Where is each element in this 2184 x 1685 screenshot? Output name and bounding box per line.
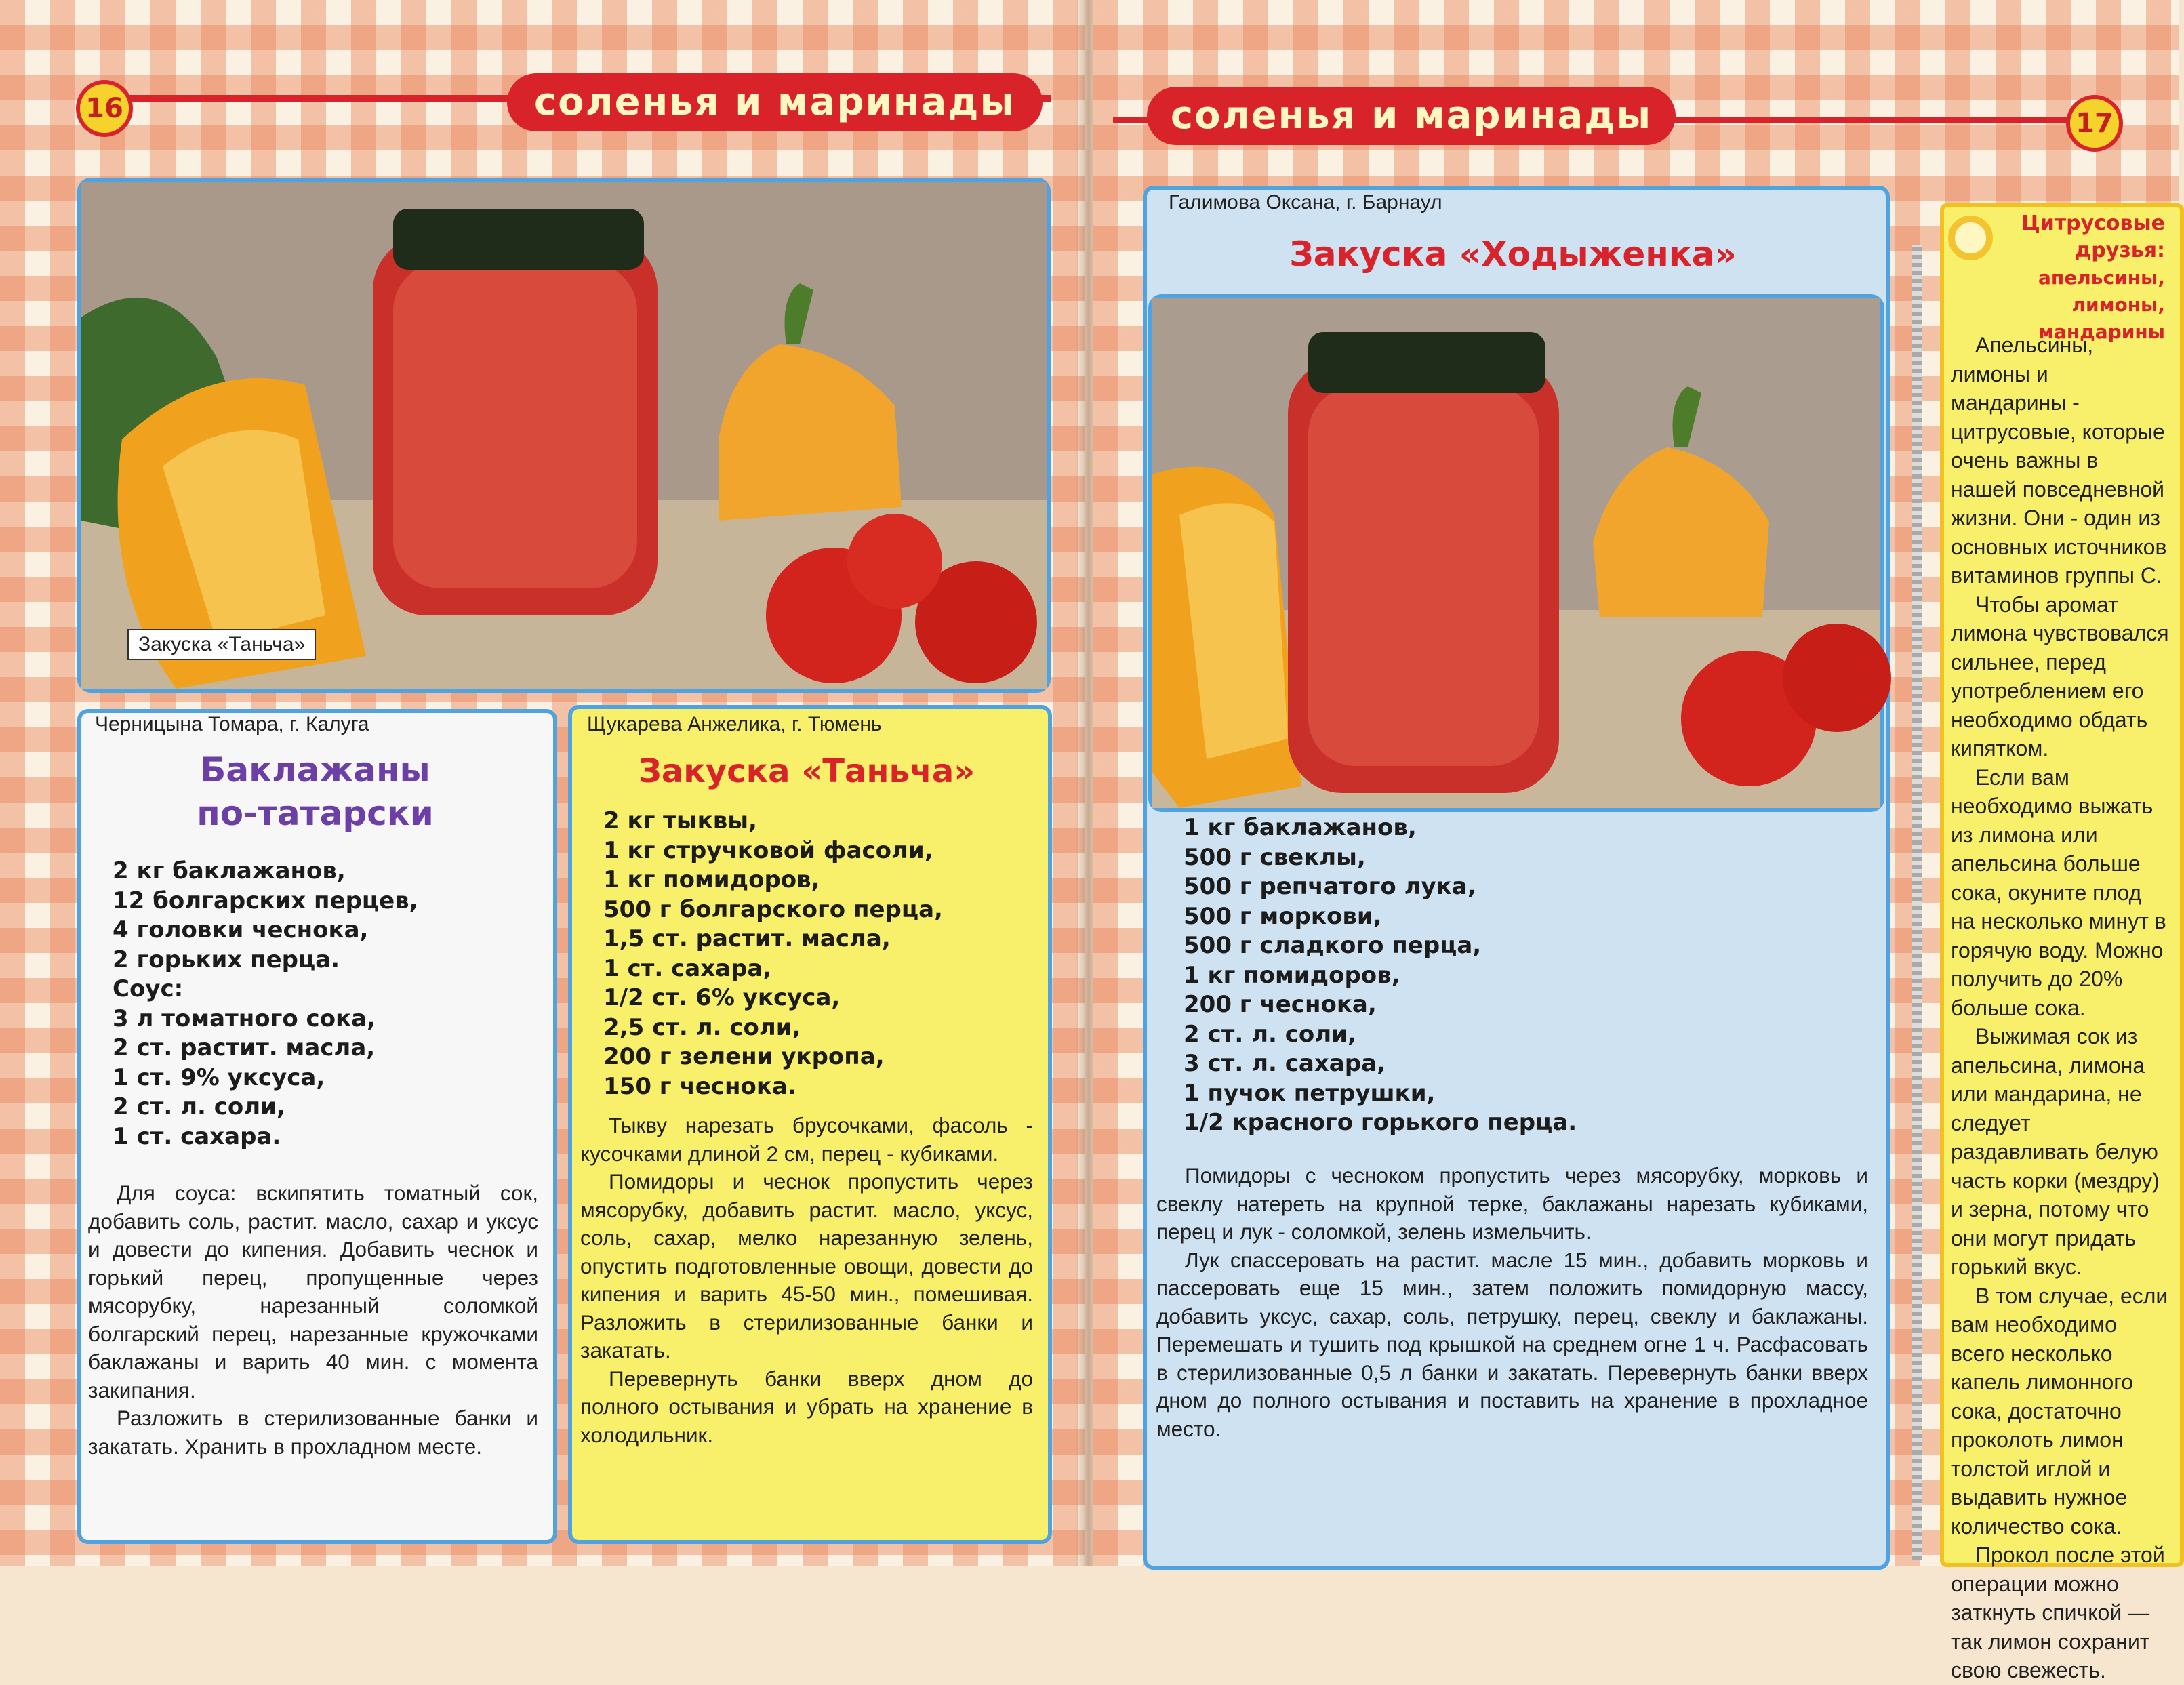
ingredient-item: 2 ст. растит. масла, (113, 1034, 376, 1061)
ingredient-item: 1 кг помидоров, (1184, 961, 1400, 989)
circle-icon (1948, 216, 1993, 260)
recipe-author: Галимова Оксана, г. Барнаул (1169, 191, 1442, 214)
ingredient-list (603, 807, 943, 1101)
paragraph: Прокол после этой операции можно заткнуть спичкой — так лимон сохранит свою свежесть. (1951, 1543, 2165, 1682)
sidebar-title-line: Цитрусовые друзья: (2021, 211, 2165, 262)
ingredient-item: 500 г болгарского перца, (603, 895, 943, 923)
ingredient-item: 200 г чеснока, (1184, 991, 1377, 1018)
recipe-instructions (580, 1112, 1033, 1449)
paragraph: Помидоры и чеснок пропустить через мясорубку, добавить растит. масло, уксус, соль, сахар, мелко нарезанную зелень, опустить подготовленные овощи, довести до кипения и варить 45-50 мин., помешивая. Разложить в стерилизованные банки и закатать. (580, 1169, 1033, 1362)
recipe-title-line: по-татарски (197, 794, 434, 833)
ingredient-item: 2 кг тыквы, (603, 807, 757, 834)
recipe-title: Закуска «Таньча» (638, 752, 975, 790)
ingredient-item: Соус: (113, 975, 184, 1002)
paragraph: Чтобы аромат лимона чувствовался сильнее, перед употреблением его необходимо обдать кипятком. (1951, 592, 2169, 760)
paragraph: В том случае, если вам необходимо всего несколько капель лимонного сока, достаточно проколоть лимон толстой иглой и выдавить нужное количество сока. (1951, 1283, 2168, 1539)
ingredient-item: 12 болгарских перцев, (113, 887, 418, 914)
recipe-title: Закуска «Ходыженка» (1289, 235, 1737, 274)
paragraph: Разложить в стерилизованные банки и закатать. Хранить в прохладном месте. (88, 1406, 538, 1459)
section-title: соленья и маринады (507, 73, 1043, 131)
ingredient-item: 500 г свеклы, (1184, 843, 1366, 871)
ingredient-item: 3 ст. л. сахара, (1184, 1050, 1386, 1077)
paragraph: Если вам необходимо выжать из лимона или апельсина больше сока, окуните плод на несколько минут в горячую воду. Можно получить до 20% больше сока. (1951, 765, 2166, 1020)
ingredient-item: 200 г зелени укропа, (603, 1043, 885, 1070)
ingredient-item: 150 г чеснока. (603, 1072, 796, 1100)
paragraph: Апельсины, лимоны и мандарины - цитрусовые, которые очень важны в нашей повседневной жизни. Они - один из основных источников витаминов группы С. (1951, 333, 2167, 588)
page-17 (1093, 0, 2179, 1682)
paragraph: Перевернуть банки вверх дном до полного остывания и убрать на хранение в холодильник. (580, 1366, 1033, 1447)
recipe-author: Черницына Томара, г. Калуга (95, 713, 369, 735)
ingredient-item: 1/2 ст. 6% уксуса, (603, 984, 841, 1011)
ingredient-item: 1 пучок петрушки, (1184, 1079, 1436, 1107)
ingredient-item: 1 кг баклажанов, (1184, 814, 1417, 841)
sidebar-title-line: мандарины (2038, 321, 2165, 343)
photo-caption: Закуска «Таньча» (127, 629, 316, 660)
ingredient-item: 1/2 красного горького перца. (1184, 1109, 1577, 1136)
ingredient-item: 1 ст. 9% уксуса, (113, 1063, 325, 1091)
pickled-jar-illustration (1152, 298, 1880, 808)
paragraph: Выжимая сок из апельсина, лимона или мандарина, не следует раздавливать белую часть корки (мездру) и зерна, потому что они могут придать горький вкус. (1951, 1024, 2160, 1279)
sidebar-text (1951, 331, 2169, 1685)
ingredient-item: 1 ст. сахара. (113, 1122, 281, 1150)
sidebar-title-line: апельсины, лимоны, (2038, 266, 2165, 316)
ingredient-item: 3 л томатного сока, (113, 1004, 376, 1032)
page-number: 17 (2066, 95, 2123, 152)
ingredient-list (1184, 813, 1577, 1138)
ingredient-list (113, 857, 418, 1152)
jar-photo (1148, 294, 1884, 812)
recipe-author: Щукарева Анжелика, г. Тюмень (587, 713, 882, 735)
paragraph: Лук спассеровать на растит. масле 15 мин., добавить морковь и пассеровать еще 15 мин., затем положить помидорную массу, добавить уксус, сахар, соль, петрушку, перец, свеклу и баклажаны. Перемешать и тушить под крышкой на среднем огне 1 ч. Расфасовать в стерилизованные 0,5 л банки и закатать. Перевернуть банки вверх дном до полного остывания и поставить на хранение в прохладное место. (1156, 1247, 1868, 1441)
section-title: соленья и маринады (1147, 87, 1676, 145)
paragraph: Помидоры с чесноком пропустить через мясорубку, морковь и свеклу натереть на крупной терке, баклажаны нарезать кубиками, перец и лук - соломкой, зелень измельчить. (1156, 1163, 1868, 1244)
ingredient-item: 500 г сладкого перца, (1184, 932, 1482, 959)
ingredient-item: 1,5 ст. растит. масла, (603, 925, 891, 952)
ingredient-item: 2 горьких перца. (113, 946, 340, 973)
page-16 (0, 0, 1085, 1566)
recipe-title (95, 748, 535, 835)
ingredient-item: 1 кг стручковой фасоли, (603, 836, 933, 864)
jar-photo (77, 178, 1051, 693)
column-divider (1912, 245, 1922, 1560)
ingredient-item: 2,5 ст. л. соли, (603, 1013, 801, 1041)
ingredient-item: 2 кг баклажанов, (113, 857, 346, 885)
paragraph: Для соуса: вскипятить томатный сок, добавить соль, растит. масло, сахар и уксус и довести до кипения. Добавить чеснок и горький перец, пропущенные через мясорубку, нарезанный соломкой болгарский перец, нарезанные кружочками баклажаны и варить 40 мин. с момента закипания. (88, 1181, 538, 1402)
pickled-jar-illustration (81, 182, 1047, 689)
recipe-instructions (88, 1179, 538, 1461)
recipe-instructions (1156, 1162, 1868, 1443)
ingredient-item: 500 г репчатого лука, (1184, 873, 1476, 900)
page-number: 16 (76, 80, 133, 137)
ingredient-item: 500 г моркови, (1184, 902, 1382, 930)
ingredient-item: 4 головки чеснока, (113, 916, 369, 943)
ingredient-item: 2 ст. л. соли, (1184, 1020, 1356, 1048)
sidebar-title (1987, 210, 2165, 346)
ingredient-item: 1 ст. сахара, (603, 954, 772, 982)
recipe-title-line: Баклажаны (200, 750, 430, 790)
ingredient-item: 2 ст. л. соли, (113, 1093, 285, 1120)
ingredient-item: 1 кг помидоров, (603, 866, 820, 893)
paragraph: Тыкву нарезать брусочками, фасоль - кусочками длиной 2 см, перец - кубиками. (580, 1113, 1033, 1166)
